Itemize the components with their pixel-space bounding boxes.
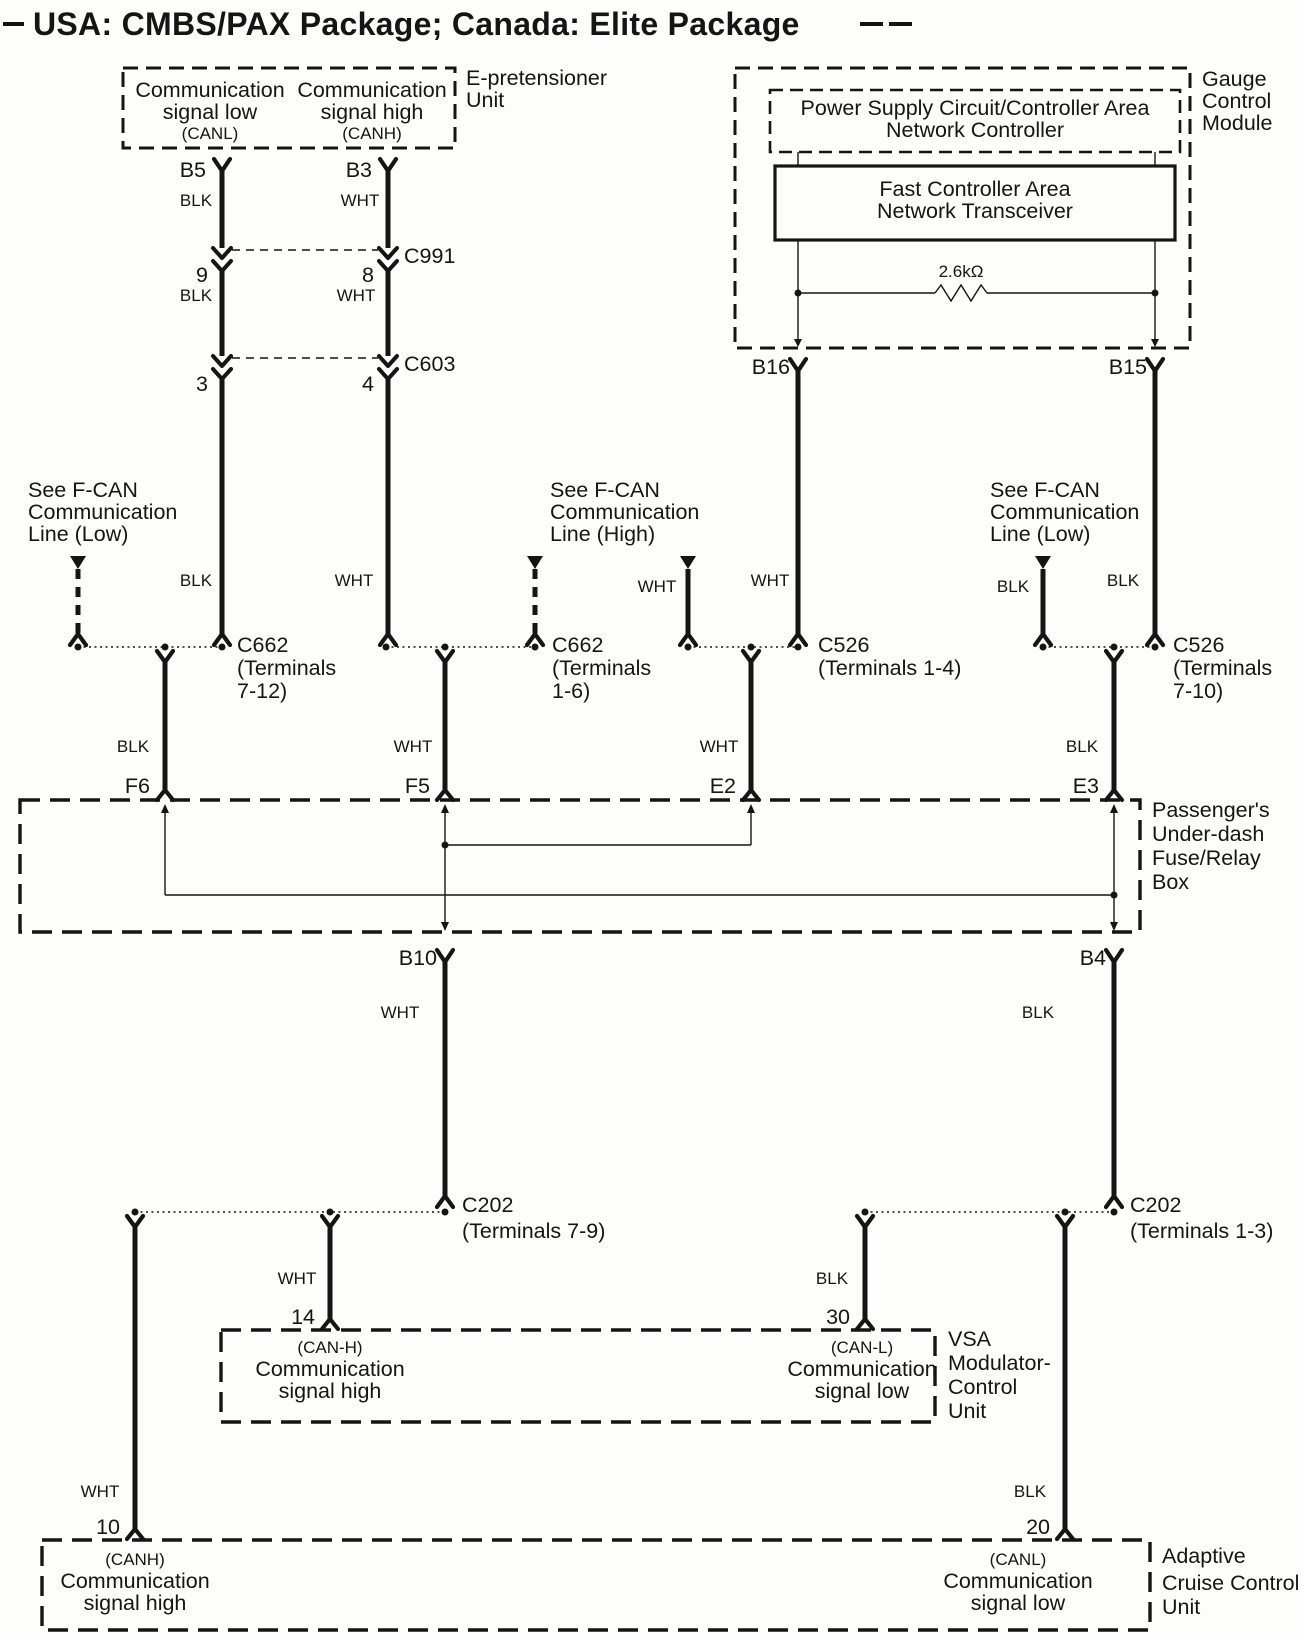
e-pret-name-line2: Unit: [466, 88, 505, 112]
wire-color-blk: BLK: [179, 571, 213, 590]
e-pret-canl-abbr: (CANL): [181, 124, 239, 143]
wire-end-fork: [857, 1319, 873, 1329]
wire-end-fork: [527, 634, 543, 645]
wire-end-fork-b4: [1106, 1196, 1122, 1207]
fuse-relay-box: [20, 798, 1270, 932]
junction-dot: [162, 644, 169, 651]
wire-end-fork-b16: [790, 634, 806, 645]
junction-dot: [75, 644, 82, 651]
gauge-name-line2: Control: [1202, 89, 1272, 113]
vsa-name-line4: Unit: [948, 1399, 987, 1423]
transceiver-line1: Fast Controller Area: [879, 177, 1071, 201]
exit-arrow-b10: [441, 922, 449, 931]
acc-name-line3: Unit: [1162, 1595, 1201, 1619]
branch-fork-top: [857, 1216, 873, 1227]
connector-c662-16-line2: (Terminals: [552, 656, 652, 680]
terminal-pin9: 9: [196, 263, 208, 287]
wire-color-wht: WHT: [277, 1269, 317, 1288]
connector-c662-712-line1: C662: [237, 633, 289, 657]
branch-f5: [394, 651, 453, 800]
gauge-control-module: [735, 67, 1273, 348]
terminal-b10: B10: [398, 946, 437, 970]
wire-end-fork: [1035, 634, 1051, 645]
ref-arrow-icon: [527, 556, 543, 569]
e-pret-canh-abbr: (CANH): [342, 124, 402, 143]
acc-canh-line2: signal high: [83, 1591, 187, 1615]
acc-canl-line1: Communication: [943, 1569, 1093, 1593]
fcan-mid-line3: Line (High): [550, 522, 656, 546]
junction-dot: [795, 290, 802, 297]
vsa-canl-line2: signal low: [814, 1379, 910, 1403]
terminal-b5: B5: [179, 158, 206, 182]
e-pret-canl-line2: signal low: [162, 100, 258, 124]
terminal-fork-b15: [1147, 359, 1163, 371]
fcan-right-line2: Communication: [990, 500, 1140, 524]
wire-color-wht: WHT: [340, 191, 380, 210]
terminal-b15: B15: [1108, 355, 1147, 379]
connector-c662-16-line3: 1-6): [552, 679, 591, 703]
terminal-pin20: 20: [1026, 1515, 1050, 1539]
fcan-stub-wht: [638, 556, 696, 645]
fcan-mid-line2: Communication: [550, 500, 700, 524]
vsa-modulator-unit: [221, 1327, 1051, 1423]
wire-color-blk: BLK: [116, 737, 150, 756]
wire-color-wht: WHT: [750, 571, 790, 590]
junction-dot: [748, 644, 755, 651]
branch-fork-top: [1057, 1216, 1073, 1227]
ref-arrow-icon: [1035, 556, 1051, 569]
junction-dot: [532, 644, 539, 651]
wire-color-blk: BLK: [815, 1269, 849, 1288]
wire-color-blk: BLK: [1021, 1003, 1055, 1022]
junction-dot: [1040, 644, 1047, 651]
e-pret-canh-line1: Communication: [297, 78, 447, 102]
fuse-box-name-line2: Under-dash: [1152, 822, 1265, 846]
acc-canh-abbr: (CANH): [105, 1550, 165, 1569]
canh-wire-run: [335, 158, 397, 645]
b10-wire-run: [381, 946, 453, 1207]
exit-arrow-b16: [794, 339, 802, 347]
acc-canl-abbr: (CANL): [989, 1550, 1047, 1569]
vsa-canl-abbr: (CAN-L): [830, 1338, 894, 1357]
wire-color-wht: WHT: [80, 1482, 120, 1501]
terminal-pin14: 14: [291, 1305, 315, 1329]
wire-end-fork-b15: [1147, 634, 1163, 645]
junction-dot: [442, 1209, 449, 1216]
fcan-right-line1: See F-CAN: [990, 478, 1100, 502]
junction-dot: [1111, 892, 1118, 899]
vsa-canh-abbr: (CAN-H): [297, 1338, 363, 1357]
wire-color-blk: BLK: [1013, 1482, 1047, 1501]
branch-e3: [1066, 651, 1122, 800]
ref-arrow-icon: [680, 556, 696, 569]
branch-fork-top: [437, 651, 453, 662]
junction-dot: [795, 644, 802, 651]
connector-c991-right: [379, 248, 397, 271]
branch-acc-pin20: [1014, 1216, 1073, 1539]
acc-canh-line1: Communication: [60, 1569, 210, 1593]
fcan-left-line1: See F-CAN: [28, 478, 138, 502]
connector-c603-label: C603: [404, 352, 456, 376]
wire-end-fork-canl: [214, 634, 230, 645]
fcan-right-line3: Line (Low): [990, 522, 1091, 546]
wire-color-blk: BLK: [179, 191, 213, 210]
wire-color-wht: WHT: [334, 571, 374, 590]
junction-dot: [132, 1209, 139, 1216]
branch-fork-top: [743, 651, 759, 662]
resistor-value: 2.6kΩ: [938, 262, 984, 281]
wire-color-blk: BLK: [1065, 737, 1099, 756]
vsa-canh-line2: signal high: [278, 1379, 382, 1403]
connector-c526-14-line1: C526: [818, 633, 870, 657]
junction-dot: [1111, 644, 1118, 651]
vsa-canh-line1: Communication: [255, 1357, 405, 1381]
adaptive-cruise-unit: [42, 1540, 1299, 1630]
connector-c202-79-line2: (Terminals 7-9): [462, 1219, 606, 1243]
vsa-name-line1: VSA: [948, 1327, 992, 1351]
branch-f6: [117, 651, 173, 800]
wire-end-fork: [70, 634, 86, 645]
wire-color-wht: WHT: [393, 737, 433, 756]
junction-c202-7-9: [132, 1193, 606, 1243]
wire-color-wht: WHT: [637, 577, 677, 596]
wire-color-wht: WHT: [336, 286, 376, 305]
terminal-b4: B4: [1079, 946, 1106, 970]
fcan-ref-left-low: [28, 478, 177, 645]
terminal-pin8: 8: [362, 263, 374, 287]
branch-fork-top: [157, 651, 173, 662]
acc-canl-line2: signal low: [970, 1591, 1066, 1615]
terminal-b16: B16: [751, 355, 790, 379]
junction-dot: [383, 644, 390, 651]
transceiver-line2: Network Transceiver: [877, 199, 1073, 223]
connector-c662-16-line1: C662: [552, 633, 604, 657]
terminal-f6: F6: [124, 774, 150, 798]
b16-wire-run: [751, 355, 806, 645]
junction-dot: [219, 644, 226, 651]
branch-fork-top: [127, 1216, 143, 1227]
wire-end-fork: [1057, 1529, 1073, 1539]
fuse-box-name-line4: Box: [1152, 870, 1190, 894]
branch-vsa-pin14: [278, 1216, 338, 1329]
junction-dot: [685, 644, 692, 651]
connector-c526-710-line1: C526: [1173, 633, 1225, 657]
terminal-pin30: 30: [826, 1305, 850, 1329]
junction-dot: [862, 1209, 869, 1216]
fuse-box-border: [20, 800, 1140, 932]
e-pret-canl-line1: Communication: [135, 78, 285, 102]
resistor-zigzag: [935, 285, 987, 301]
power-supply-line2: Network Controller: [885, 118, 1065, 142]
terminal-e3: E3: [1072, 774, 1099, 798]
connector-c202-79-line1: C202: [462, 1193, 514, 1217]
junction-c662-7-12: [75, 633, 337, 703]
wire-color-blk: BLK: [179, 286, 213, 305]
junction-dot: [1152, 644, 1159, 651]
e-pret-name-line1: E-pretensioner: [466, 66, 608, 90]
junction-dot: [327, 1209, 334, 1216]
exit-arrow-b4: [1110, 922, 1118, 931]
fcan-ref-mid-high: [527, 478, 699, 645]
connector-c202-13-line2: (Terminals 1-3): [1130, 1219, 1274, 1243]
wire-end-fork-b10: [437, 1196, 453, 1207]
fuse-box-name-line1: Passenger's: [1152, 798, 1270, 822]
vsa-name-line3: Control: [948, 1375, 1018, 1399]
ref-arrow-icon: [70, 556, 86, 569]
wire-color-blk: BLK: [1106, 571, 1140, 590]
terminal-fork-b16: [790, 359, 806, 371]
fcan-left-line3: Line (Low): [28, 522, 129, 546]
connector-c526-710-line3: 7-10): [1173, 679, 1224, 703]
wire-color-blk: BLK: [996, 577, 1030, 596]
fcan-mid-line1: See F-CAN: [550, 478, 660, 502]
terminal-pin10: 10: [96, 1515, 120, 1539]
terminal-e2: E2: [709, 774, 736, 798]
junction-dot: [1152, 290, 1159, 297]
gauge-name-line1: Gauge: [1202, 67, 1267, 91]
connector-c526-14-line2: (Terminals 1-4): [818, 656, 962, 680]
wire-end-fork: [127, 1529, 143, 1539]
connector-c526-710-line2: (Terminals: [1173, 656, 1273, 680]
connector-c603-left: [213, 356, 231, 379]
junction-c526-1-4: [685, 633, 962, 680]
branch-fork-top: [322, 1216, 338, 1227]
connector-c662-712-line2: (Terminals: [237, 656, 337, 680]
junction-c526-7-10: [1040, 633, 1273, 703]
terminal-fork-b4: [1106, 950, 1122, 962]
connector-c991-left: [213, 248, 231, 271]
fuse-box-name-line3: Fuse/Relay: [1152, 846, 1261, 870]
junction-c662-1-6: [383, 633, 652, 703]
connector-c662-712-line3: 7-12): [237, 679, 288, 703]
fcan-left-line2: Communication: [28, 500, 178, 524]
terminal-pin4: 4: [362, 372, 374, 396]
wire-end-fork: [680, 634, 696, 645]
terminal-f5: F5: [404, 774, 430, 798]
branch-e2: [700, 651, 759, 800]
junction-dot: [442, 644, 449, 651]
power-supply-line1: Power Supply Circuit/Controller Area: [800, 96, 1150, 120]
vsa-name-line2: Modulator-: [948, 1351, 1051, 1375]
acc-name-line1: Adaptive: [1162, 1544, 1246, 1568]
connector-c202-13-line1: C202: [1130, 1193, 1182, 1217]
exit-arrow-b15: [1151, 339, 1159, 347]
page-title: USA: CMBS/PAX Package; Canada: Elite Package: [33, 6, 800, 42]
fcan-ref-right-low: [990, 478, 1139, 645]
wire-color-wht: WHT: [699, 737, 739, 756]
connector-c991-label: C991: [404, 244, 456, 268]
wire-color-wht: WHT: [380, 1003, 420, 1022]
terminal-fork-b5: [214, 159, 230, 171]
connector-c603-right: [379, 356, 397, 379]
terminal-b3: B3: [345, 158, 372, 182]
wire-end-fork: [322, 1319, 338, 1329]
wire-end-fork-canh: [380, 634, 396, 645]
branch-vsa-pin30: [816, 1216, 873, 1329]
acc-name-line2: Cruise Control: [1162, 1571, 1300, 1595]
terminal-fork-b10: [437, 950, 453, 962]
junction-dot: [1062, 1209, 1069, 1216]
e-pretensioner-unit: [123, 66, 607, 148]
e-pret-canh-line2: signal high: [320, 100, 424, 124]
canl-wire-run: [180, 158, 231, 645]
vsa-canl-line1: Communication: [787, 1357, 937, 1381]
terminal-fork-b3: [380, 159, 396, 171]
branch-fork-top: [1106, 651, 1122, 662]
b4-wire-run: [1022, 946, 1122, 1207]
gauge-name-line3: Module: [1202, 111, 1273, 135]
junction-dot: [1111, 1209, 1118, 1216]
terminal-pin3: 3: [196, 372, 208, 396]
branch-acc-pin10: [81, 1216, 143, 1539]
